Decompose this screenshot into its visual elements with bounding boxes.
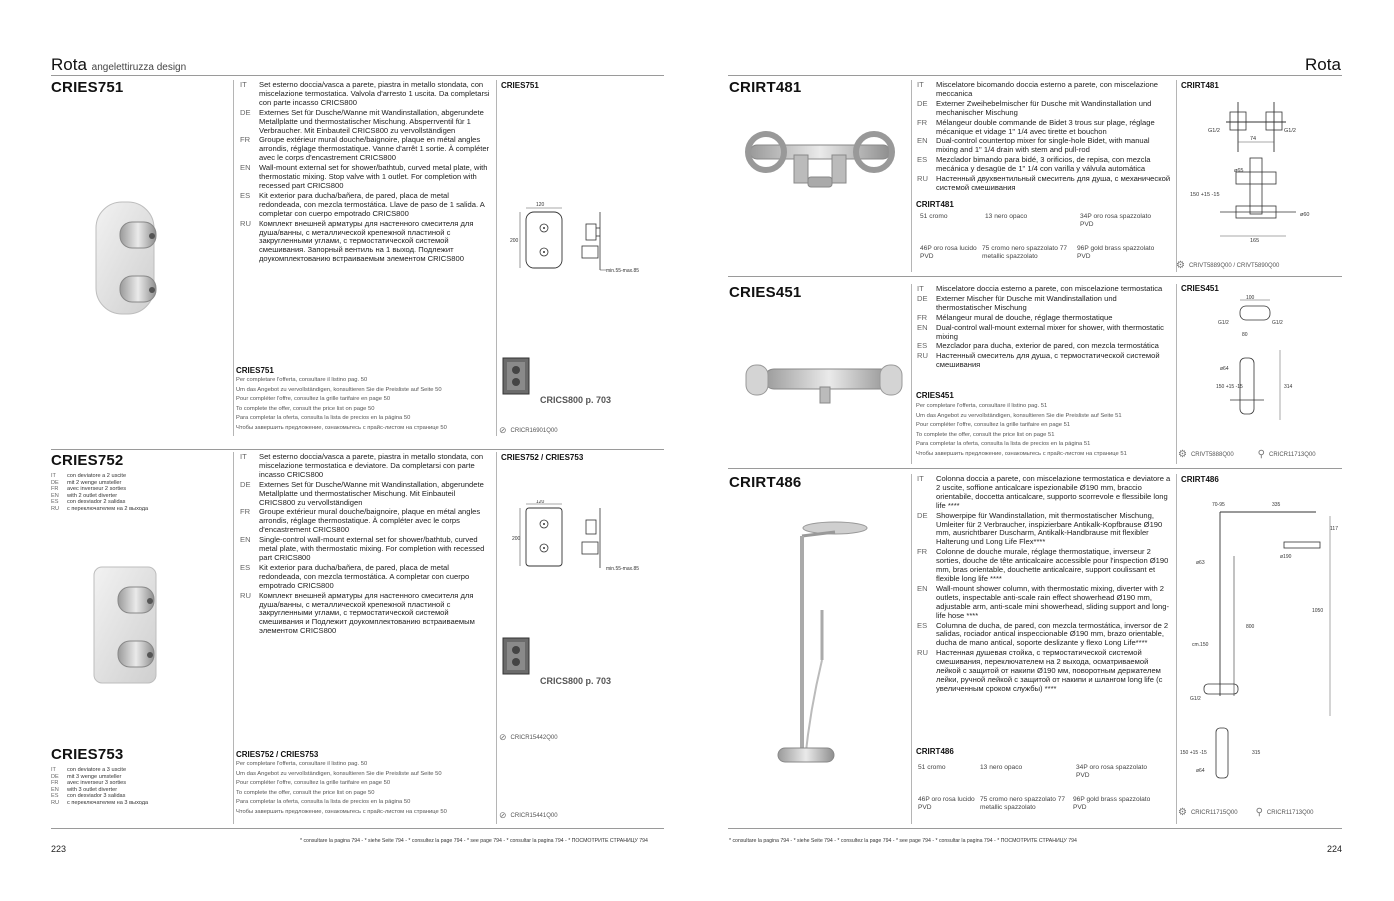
finish-item: 34P oro rosa spazzolato PVD (1080, 213, 1152, 229)
column-divider (496, 80, 497, 436)
svg-text:ø64: ø64 (1196, 768, 1205, 774)
spare-part-code: CRICR11713Q00 (1269, 451, 1316, 458)
recessed-part-image-crics800 (499, 352, 535, 402)
column-divider (911, 284, 912, 464)
spare-part-code: CRICR11715Q00 (1190, 809, 1238, 816)
lang-code: RU (240, 590, 251, 600)
description-row: EN Wall-mount shower column, with thermostatic mixing, diverter with 2 outlets, inspectable anti-scale rain effect showerhead Ø190 mm, adjustable arm, anti-scale mini showerhead, sliding support and long-life hose **** (917, 583, 1170, 620)
description-block-cries752 (240, 453, 492, 637)
description-row: IT Miscelatore doccia esterno a parete, con miscelazione termostatica (917, 284, 1163, 293)
finish-grid-crirt481 (920, 213, 1170, 269)
technical-drawing-crirt481 (1190, 92, 1330, 252)
description-row: RU Настенная душевая стойка, с термостатической системой смешивания, переключателем на 2 выхода, осматриваемой лейкой с защитой от накипи Ø190 мм, поворотным держателем лейки, ручной лейкой с защитой от накипи и шлангом long life (с увеличенным сроком службы) **** (917, 648, 1163, 693)
product-code-cries753: CRIES753 (51, 746, 124, 763)
section-divider (51, 449, 664, 450)
price-note: Para completar la oferta, consulta la lista de precios en la página 51 (916, 441, 1091, 448)
svg-text:150 +15 -15: 150 +15 -15 (1180, 750, 1207, 756)
svg-text:ø65: ø65 (1234, 168, 1244, 174)
right-page-title: Rota (1305, 55, 1341, 74)
variant-row: DE mit 3 wenge umsteller (51, 773, 122, 780)
spare-part-code: CRICR15441Q00 (510, 812, 558, 819)
finish-code-crirt481: CRIRT481 (916, 200, 954, 209)
description-row: ES Mezclador para ducha, exterior de pared, con mezcla termostática (917, 341, 1159, 351)
description-text: Set esterno doccia/vasca a parete, piastra in metallo stondata, con miscelazione termostatica e deviatore. Da completarsi con parte incasso CRICS800 (259, 452, 484, 479)
svg-text:min.55-max.85: min.55-max.85 (606, 566, 640, 572)
price-note: Чтобы завершить предложение, ознакомьтесь с прайс-листом на странице 50 (236, 808, 447, 815)
description-row: FR Mélangeur mural de douche, réglage thermostatique (917, 312, 1113, 322)
variant-row: RU с переключателем на 2 выхода (51, 505, 149, 512)
product-code-cries451: CRIES451 (729, 284, 802, 301)
description-row: ES Columna de ducha, de pared, con mezcla termostática, inversor de 2 salidas, rociador antical inspeccionable Ø190 mm, brazo orientable, ducha de mano antical, soporte deslizante y flexo Long Life**** (917, 620, 1169, 648)
spare-part-ref-crirt486 (1178, 807, 1313, 818)
description-row: EN Dual-control wall-mount external mixer for shower, with thermostatic mixing (917, 322, 1164, 341)
price-code-cries751: CRIES751 (236, 366, 274, 375)
description-row (240, 220, 492, 265)
description-block-crirt486 (917, 475, 1171, 695)
column-divider (1176, 80, 1177, 272)
variant-row: DE mit 2 wenge umsteller (51, 479, 122, 486)
price-note: Чтобы завершить предложение, ознакомьтесь с прайс-листом на странице 51 (916, 450, 1127, 457)
description-text: Комплект внешней арматуры для настенного смесителя для душа/ванны, с металлической крепежной пластиной с закругленными углами, с термостатической системой смешивания. Запорный вентиль на 1 выход. Подлежит доукомплектованию встраиваемым элементом CRICS800 (259, 218, 474, 264)
left-footer-divider (51, 828, 664, 829)
description-row: ES Mezclador bimando para bidé, 3 orificios, de repisa, con mezcla mecánica y desagüe de 1" 1/4 con varilla y válvula automática (917, 155, 1151, 174)
spare-part-code: CRICR15442Q00 (510, 734, 558, 741)
svg-text:800: 800 (1246, 624, 1255, 630)
column-divider (911, 80, 912, 272)
svg-text:100: 100 (1246, 295, 1255, 301)
spare-part-ref-cries751 (499, 425, 558, 436)
description-row: RU Настенный смеситель для душа, с термостатической системой смешивания (917, 351, 1160, 370)
lang-code: EN (240, 163, 251, 173)
description-block-cries751 (240, 81, 492, 265)
spare-part-code: CRIVT5888Q00 (1190, 451, 1234, 458)
price-note: Pour compléter l'offre, consultez la grille tarifaire en page 51 (916, 422, 1071, 429)
lang-code: ES (240, 190, 251, 200)
lang-code: FR (240, 507, 251, 517)
crics800-reference[interactable]: CRICS800 p. 703 (540, 395, 612, 405)
technical-drawing-crirt486 (1180, 496, 1340, 792)
diagram-label-crirt486: CRIRT486 (1181, 475, 1219, 484)
finish-item: 46P oro rosa lucido PVD (918, 796, 975, 812)
right-header-divider (728, 75, 1342, 76)
variant-row: EN with 3 outlet diverter (51, 786, 118, 793)
price-code-cries752-753: CRIES752 / CRIES753 (236, 750, 319, 759)
description-row (240, 81, 492, 108)
lang-code: EN (240, 535, 251, 545)
svg-text:200: 200 (512, 536, 521, 542)
price-note: Para completar la oferta, consulta la lista de precios en la página 50 (236, 415, 411, 422)
svg-text:cm.150: cm.150 (1192, 642, 1209, 648)
description-row: IT Miscelatore bicomando doccia esterno a parete, con miscelazione meccanica (917, 80, 1159, 98)
designer-subtitle: angelettiruzza design (91, 62, 187, 73)
variant-list-cries752 (51, 473, 148, 513)
cartridge-icon: ⊘ (499, 810, 507, 820)
description-block-crirt481 (917, 81, 1171, 194)
price-note: Um das Angebot zu vervollständigen, konsultieren Sie die Preisliste auf Seite 50 (236, 770, 442, 777)
dim-range: min.55-max.85 (606, 268, 640, 274)
product-image-crirt486 (770, 510, 880, 820)
left-footer-note: * consultare la pagina 794 - * siehe Seite 794 - * consultez la page 794 - * see page 794 - * consultar la pagina 794 - * ПОСМОТРИТЕ СТРАНИЦУ 794 (300, 838, 648, 844)
crics800-reference[interactable]: CRICS800 p. 703 (540, 676, 612, 686)
product-image-cries451 (740, 355, 910, 415)
variant-row: IT con deviatore a 3 uscite (51, 767, 127, 773)
product-image-cries752 (92, 565, 162, 687)
price-note: To complete the offer, consult the price list on page 50 (236, 789, 375, 796)
variant-list-cries753 (51, 767, 148, 807)
product-code-cries751: CRIES751 (51, 79, 124, 96)
finish-item: 75 cromo nero spazzolato 77 metallic spazzolato (982, 245, 1068, 261)
spare-part-ref-cries752 (499, 732, 558, 743)
column-divider (911, 474, 912, 824)
price-code-cries451: CRIES451 (916, 391, 954, 400)
diagram-label-crirt481: CRIRT481 (1181, 81, 1219, 90)
description-text: Kit exterior para ducha/bañera, de pared, placa de metal redondeada, con mezcla termostática. A completar con cuerpo empotrado CRICS800 (259, 562, 470, 590)
description-row (240, 192, 492, 219)
lang-code: DE (240, 107, 251, 117)
cartridge-icon: ⊘ (499, 732, 507, 742)
svg-text:150 +15 -15: 150 +15 -15 (1216, 384, 1243, 390)
description-row (240, 564, 492, 591)
dim-width: 120 (536, 202, 545, 208)
description-row (240, 164, 492, 191)
product-code-crirt481: CRIRT481 (729, 79, 802, 96)
svg-text:74: 74 (1250, 136, 1257, 142)
svg-text:ø60: ø60 (1300, 212, 1310, 218)
dim-height: 200 (510, 238, 519, 244)
lang-code: IT (240, 452, 247, 461)
lang-code: RU (240, 218, 251, 228)
description-text: Single-control wall-mount external set for shower/bathtub, curved metal plate, with thermostatic mixing. For completion with recessed part CRICS800 (259, 535, 485, 562)
price-note: To complete the offer, consult the price list on page 51 (916, 431, 1055, 438)
cartridge-icon: ⚙ (1178, 807, 1187, 818)
description-text: Wall-mount external set for shower/bathtub, curved metal plate, with thermostatic mixing. Stop valve with 1 outlet. For completion with recessed part CRICS800 (259, 163, 488, 190)
svg-text:ø64: ø64 (1220, 366, 1229, 372)
finish-item: 34P oro rosa spazzolato PVD (1076, 764, 1148, 780)
svg-text:70-95: 70-95 (1212, 502, 1225, 508)
description-row (240, 453, 492, 480)
recessed-part-image-crics800 (499, 632, 535, 682)
diagram-label-cries751: CRIES751 (501, 81, 539, 90)
right-footer-note: * consultare la pagina 794 - * siehe Seite 794 - * consultez la page 794 - * see page 794 - * consultar la pagina 794 - * ПОСМОТРИТЕ СТРАНИЦУ 794 (729, 838, 1077, 844)
spare-part-code: CRIVT5889Q00 / CRIVT5890Q00 (1188, 262, 1280, 269)
column-divider (1176, 284, 1177, 464)
svg-text:165: 165 (1250, 238, 1260, 244)
left-header-divider (51, 75, 664, 76)
variant-row: FR avec inverseur 2 sorties (51, 486, 127, 493)
price-note: Para completar la oferta, consulta la lista de precios en la página 50 (236, 799, 411, 806)
description-row: IT Colonna doccia a parete, con miscelazione termostatica e deviatore a 2 uscite, soffione anticalcare ispezionabile Ø190 mm, braccio orientabile, doccetta anticalcare, supporto scorrevole e flessibile long life **** (917, 474, 1171, 510)
spare-part-ref-cries451 (1178, 449, 1316, 460)
price-note: Pour compléter l'offre, consultez la grille tarifaire en page 50 (236, 780, 391, 787)
price-notes-cries751 (236, 376, 496, 434)
price-notes-cries451 (916, 402, 1176, 460)
finish-grid-crirt486 (918, 764, 1168, 820)
cartridge-icon: ⊘ (499, 425, 507, 435)
lang-code: ES (240, 562, 251, 572)
technical-drawing-cries751 (506, 200, 656, 290)
finish-item: 51 cromo (920, 213, 948, 220)
description-row: DE Externer Zweihebelmischer für Dusche mit Wandinstallation und mechanischer Mischung (917, 98, 1152, 117)
svg-text:150 +15 -15: 150 +15 -15 (1190, 192, 1220, 198)
finish-item: 96P gold brass spazzolato PVD (1073, 796, 1151, 812)
svg-text:ø190: ø190 (1280, 554, 1292, 560)
variant-row: EN with 2 outlet diverter (51, 492, 118, 499)
page-number-left: 223 (51, 844, 67, 854)
variant-row: RU с переключателем на 3 выхода (51, 799, 149, 806)
description-row: RU Настенный двухвентильный смеситель для душа, с механической системой смешивания (917, 174, 1171, 192)
description-row: DE Showerpipe für Wandinstallation, mit thermostatischer Mischung, Umleiter für 2 Verbraucher, inspizierbare Antikalk-Kopfbrause Ø190 mm, ausrichtbarer Duscharm, Antikalk-Handbrause mit flexibler Halterung und Long Life Flex**** (917, 510, 1163, 547)
description-block-cries451 (917, 285, 1171, 371)
cartridge-icon: ⚙ (1178, 449, 1187, 460)
page-number-right: 224 (1327, 844, 1343, 854)
description-text: Externes Set für Dusche/Wanne mit Wandinstallation, abgerundete Metallplatte und thermostatischer Mischung. Absperrventil für 1 Verbraucher. Mit Einbauteil CRICS800 zu vervollständigen (259, 107, 484, 135)
description-text: Externes Set für Dusche/Wanne mit Wandinstallation, abgerundete Metallplatte und thermostatischer Mischung. Mit Einbauteil CRICS800 zu vervollständigen (259, 479, 484, 507)
cartridge-icon: ⚙ (1176, 260, 1185, 271)
lang-code: FR (240, 135, 251, 145)
price-note: Per completare l'offerta, consultare il listino pag. 50 (236, 377, 368, 383)
description-row (240, 481, 492, 508)
variant-row: IT con deviatore a 2 uscite (51, 473, 127, 479)
svg-text:335: 335 (1272, 502, 1281, 508)
finish-item: 13 nero opaco (980, 764, 1023, 771)
thermostat-cartridge-icon: ⚲ (1255, 807, 1263, 818)
svg-text:120: 120 (536, 500, 545, 505)
variant-row: ES con desviador 2 salidas (51, 499, 126, 506)
product-code-crirt486: CRIRT486 (729, 474, 802, 491)
product-image-cries751 (94, 200, 164, 320)
svg-text:G1/2: G1/2 (1218, 320, 1229, 326)
price-note: Um das Angebot zu vervollständigen, konsultieren Sie die Preisliste auf Seite 51 (916, 412, 1122, 419)
product-code-cries752: CRIES752 (51, 452, 124, 469)
lang-code: DE (240, 479, 251, 489)
lang-code: IT (240, 80, 247, 89)
finish-item: 46P oro rosa lucido PVD (920, 245, 977, 261)
price-note: Per completare l'offerta, consultare il listino pag. 50 (236, 761, 368, 767)
description-row: EN Dual-control countertop mixer for single-hole Bidet, with manual mixing and 1" 1/4 drain with stem and pull-rod (917, 136, 1150, 155)
price-note: Per completare l'offerta, consultare il listino pag. 51 (916, 403, 1048, 409)
finish-item: 13 nero opaco (985, 213, 1028, 220)
spare-part-code: CRICR16901Q00 (510, 427, 558, 434)
spare-part-ref-cries753 (499, 810, 558, 821)
column-divider (233, 452, 234, 824)
svg-text:80: 80 (1242, 332, 1248, 338)
price-notes-cries752-753 (236, 760, 496, 818)
description-row: DE Externer Mischer für Dusche mit Wandinstallation und thermostatischer Mischung (917, 293, 1117, 312)
finish-item: 51 cromo (918, 764, 946, 771)
right-footer-divider (728, 828, 1342, 829)
svg-text:G1/2: G1/2 (1190, 696, 1201, 702)
price-note: To complete the offer, consult the price list on page 50 (236, 405, 375, 412)
svg-text:G1/2: G1/2 (1272, 320, 1283, 326)
description-row (240, 109, 492, 136)
description-row (240, 592, 492, 637)
finish-code-crirt486: CRIRT486 (916, 747, 954, 756)
section-divider (728, 276, 1342, 277)
description-row (240, 536, 492, 563)
svg-text:G1/2: G1/2 (1284, 128, 1296, 134)
svg-text:1050: 1050 (1312, 608, 1324, 614)
technical-drawing-cries752 (506, 500, 656, 590)
section-divider (728, 468, 1342, 469)
description-text: Комплект внешней арматуры для настенного смесителя для душа/ванны, с металлической крепежной пластиной с закругленными углами, с термостатической системой смешивания и Подлежит доукомплектованию встраиваемым элементом CRICS800 (259, 590, 475, 636)
finish-item: 96P gold brass spazzolato PVD (1077, 245, 1155, 261)
left-page-title (51, 55, 186, 75)
price-note: Pour compléter l'offre, consultez la grille tarifaire en page 50 (236, 396, 391, 403)
thermostat-cartridge-icon: ⚲ (1257, 449, 1265, 460)
description-row (240, 508, 492, 535)
diagram-label-cries451: CRIES451 (1181, 284, 1219, 293)
description-text: Kit exterior para ducha/bañera, de pared, placa de metal redondeada, con mezcla termostática. Llave de paso de 1 salida. A completar con cuerpo empotrado CRICS800 (259, 190, 485, 218)
description-row: FR Colonne de douche murale, réglage thermostatique, inverseur 2 sorties, douche de tête anticalcaire accessible pour l'inspection Ø190 mm, bras orientable, douchette anticalcaire, support coulissant et flexible long life **** (917, 547, 1169, 583)
spare-part-code: CRICR11713Q00 (1266, 809, 1314, 816)
svg-text:117: 117 (1330, 526, 1338, 532)
description-text: Set esterno doccia/vasca a parete, piastra in metallo stondata, con miscelazione termostatica. Valvola d'arresto 1 uscita. Da completarsi con parte incasso CRICS800 (259, 80, 490, 107)
brand-title: Rota (51, 55, 87, 74)
price-note: Чтобы завершить предложение, ознакомьтесь с прайс-листом на странице 50 (236, 424, 447, 431)
column-divider (233, 80, 234, 436)
svg-text:G1/2: G1/2 (1208, 128, 1220, 134)
description-text: Groupe extérieur mural douche/baignoire, plaque en métal angles arrondis, réglage thermostatique. Vanne d'arrêt 1 sortie. À compléter avec le corps d'encastrement CRICS800 (259, 135, 490, 163)
finish-item: 75 cromo nero spazzolato 77 metallic spazzolato (980, 796, 1066, 812)
price-note: Um das Angebot zu vervollständigen, konsultieren Sie die Preisliste auf Seite 50 (236, 386, 442, 393)
svg-text:314: 314 (1284, 384, 1293, 390)
spare-part-ref-crirt481 (1176, 260, 1279, 271)
diagram-label-cries752-753: CRIES752 / CRIES753 (501, 453, 584, 462)
variant-row: ES con desviador 3 salidas (51, 793, 126, 800)
description-text: Groupe extérieur mural douche/baignoire, plaque en métal angles arrondis, réglage thermostatique. À compléter avec le corps d'encastrement CRICS800 (259, 507, 481, 535)
column-divider (1176, 474, 1177, 824)
svg-text:ø63: ø63 (1196, 560, 1205, 566)
product-image-crirt481 (736, 125, 906, 195)
description-row (240, 136, 492, 163)
svg-text:315: 315 (1252, 750, 1261, 756)
column-divider (496, 452, 497, 824)
variant-row: FR avec inverseur 3 sorties (51, 780, 127, 787)
technical-drawing-cries451 (1210, 292, 1320, 438)
description-row: FR Mélangeur double commande de Bidet 3 trous sur plage, réglage mécanique et vidage 1" 1/4 avec tirette et bouchon (917, 117, 1155, 136)
